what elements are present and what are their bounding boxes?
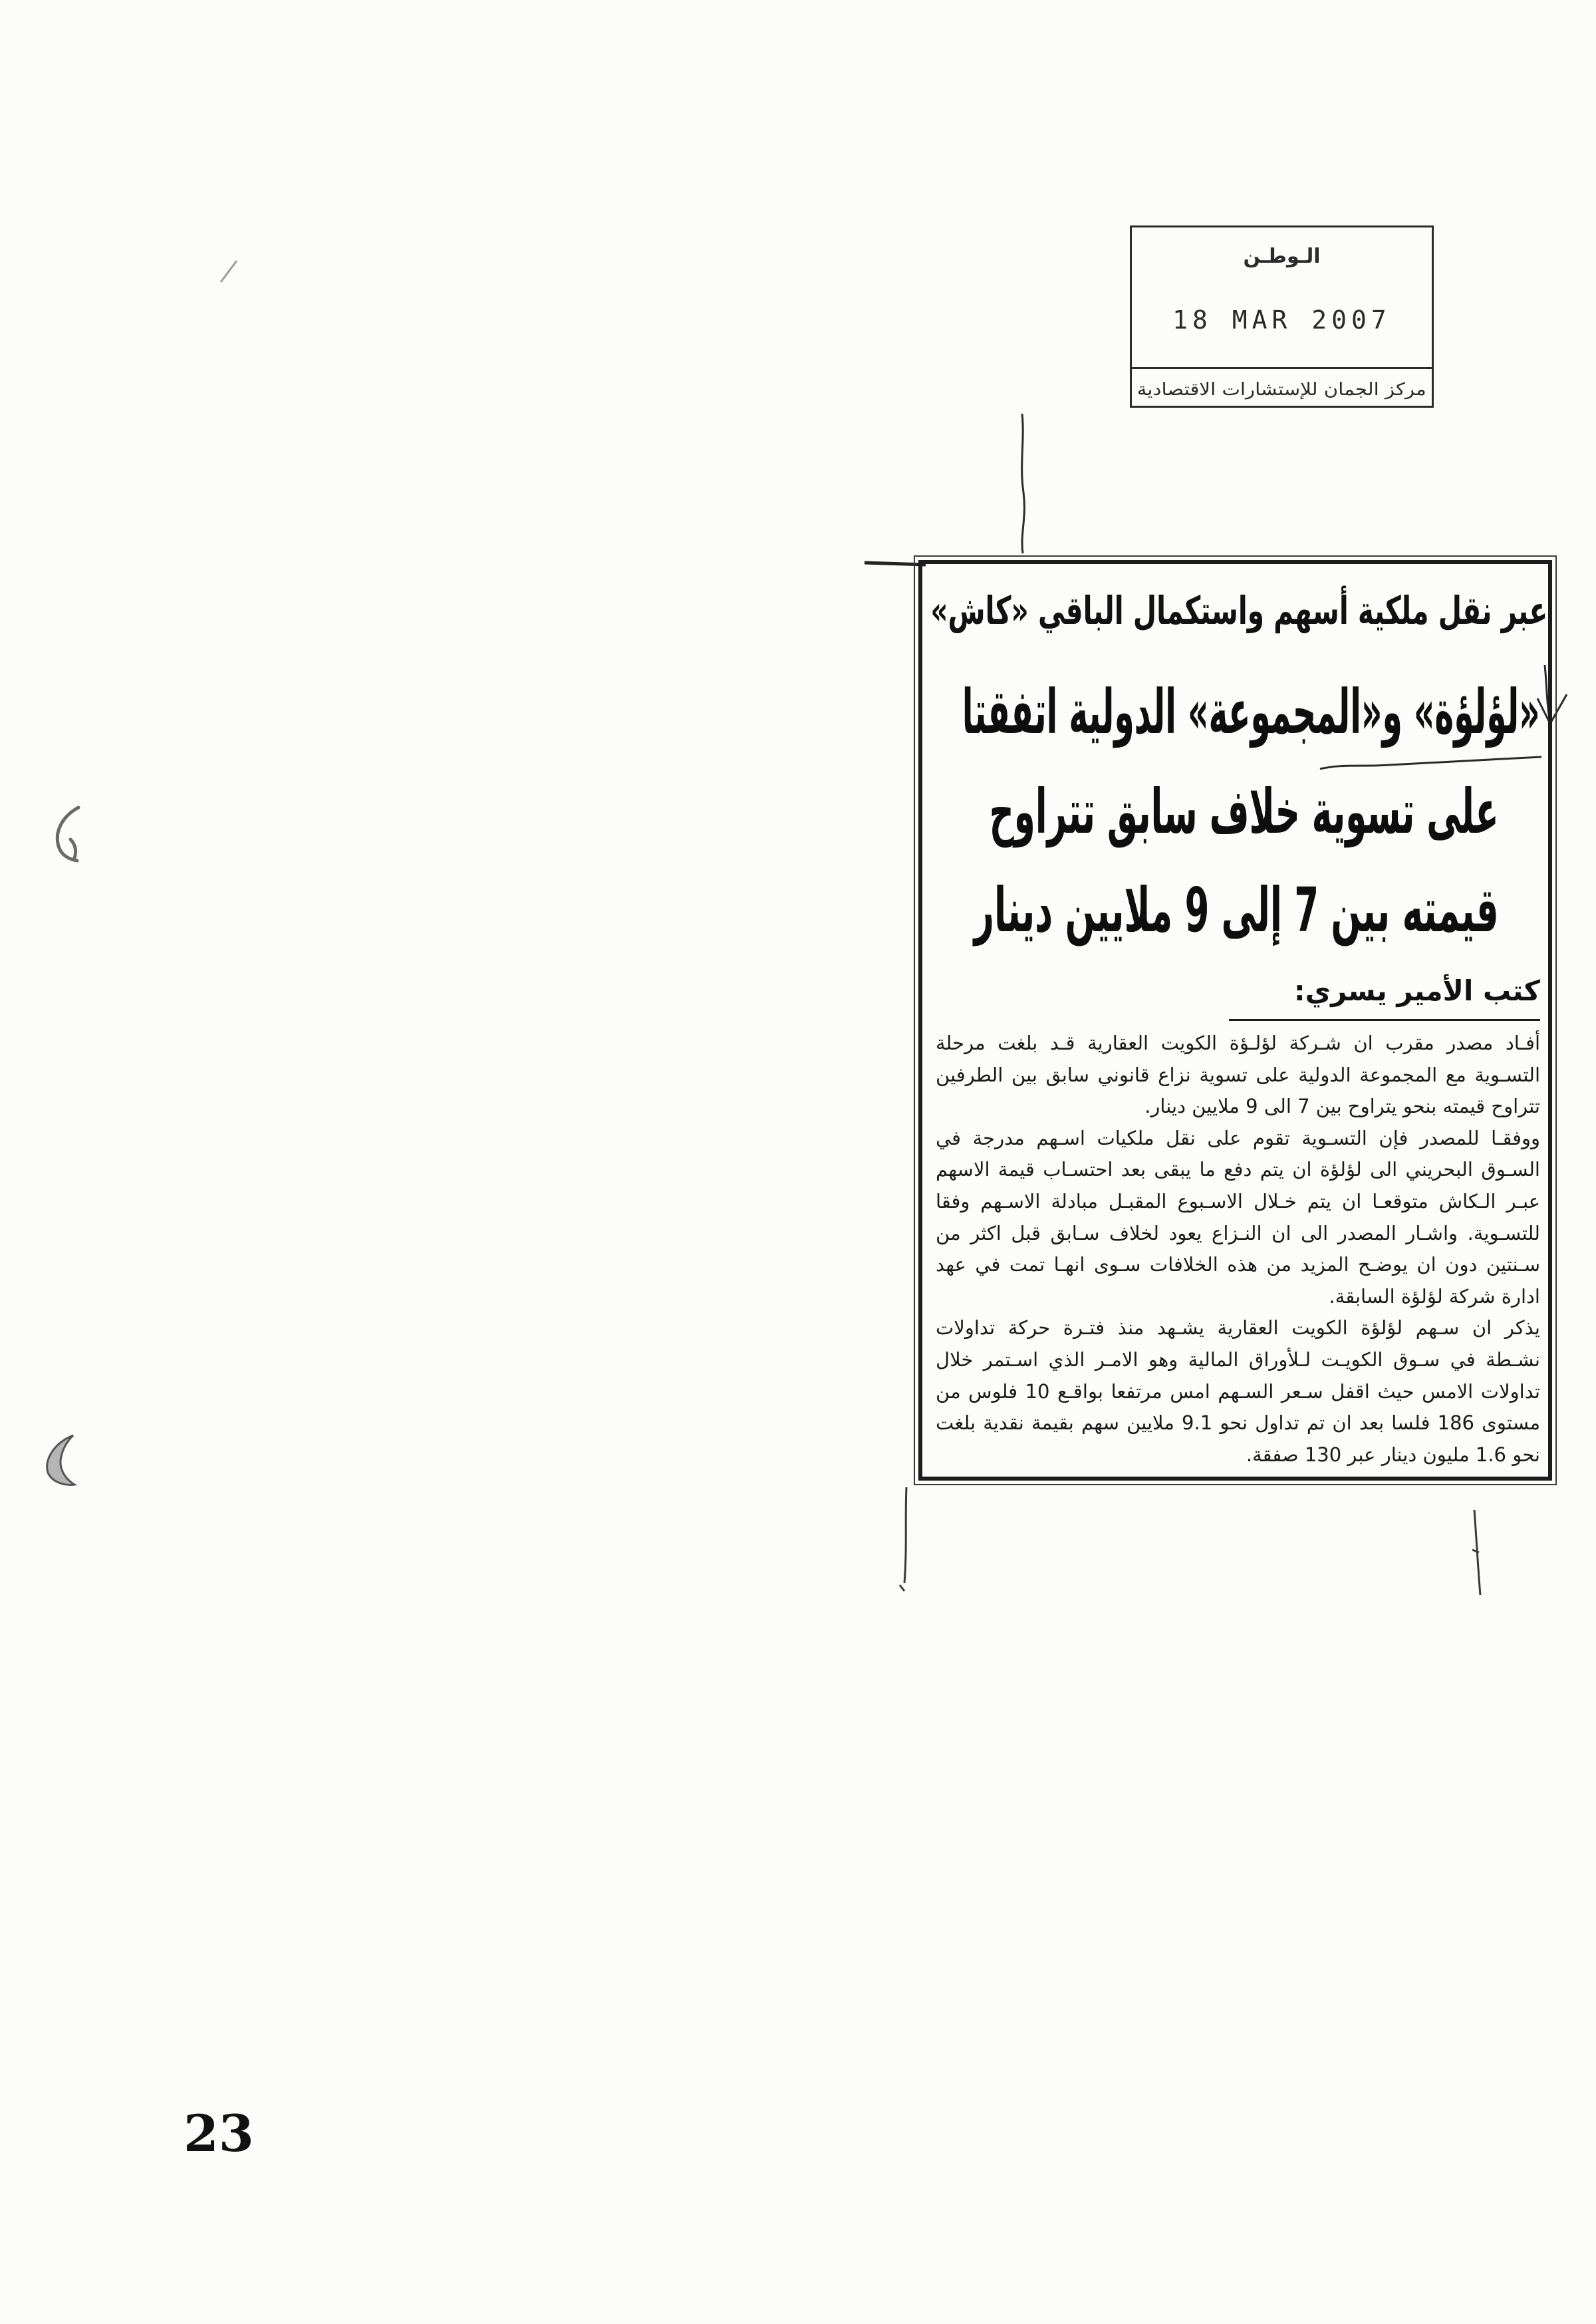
body-line-14 [936,1439,1540,1471]
body-line-text: ووفقـا للمصدر فإن التسـوية تقوم على نقل ملكيات اسـهم مدرجة في [936,1126,1540,1149]
body-line-text: يذكر ان سـهم لؤلؤة الكويت العقارية يشـهد منذ فتـرة حركة تداولات [936,1316,1540,1340]
body-line-text: السـوق البحريني الى لؤلؤة ان يتم دفع ما يبقى بعد احتسـاب قيمة الاسهم [936,1158,1540,1181]
body-line-text: مستوى 186 فلسا بعد ان تم تداول نحو 9.1 ملايين سهم بقيمة نقدية بلغت [936,1411,1540,1435]
body-line-7 [936,1218,1540,1250]
body-line-text: أفـاد مصدر مقرب ان شـركة لؤلـؤة الكويت العقارية قـد بلغت مرحلة [936,1032,1540,1054]
page-number: 23 [184,2104,254,2163]
body-line-text: نحو 1.6 مليون دينار عبر 130 صفقة. [1246,1443,1540,1466]
body-line-text: تتراوح قيمته بنحو يتراوح بين 7 الى 9 ملايين دينار. [1144,1095,1540,1118]
punch-hole-top [57,807,78,861]
body-line-text: تداولات الامس حيث اقفل سـعر السـهم امس مرتفعا بواقـع 10 فلوس من [936,1380,1540,1403]
stamp-newspaper-name: الـوطـن [1243,245,1321,268]
body-line-6 [936,1186,1540,1218]
headline-line-2-box [990,773,1499,851]
body-line-text: التسـوية مع المجموعة الدولية على تسوية نزاع قانوني سابق بين الطرفين [936,1063,1540,1086]
pencil-mark [221,261,237,282]
headline-line-1: «لؤلؤة» و«المجموعة» الدولية اتفقتا [962,676,1540,748]
headline-line-3-box [974,871,1499,950]
article-body [936,1028,1540,1471]
body-line-4 [936,1123,1540,1155]
body-line-1 [936,1028,1540,1060]
stamp-divider [1132,367,1432,369]
stamp-connector-line [1022,414,1025,553]
body-line-9 [936,1281,1540,1313]
body-line-12 [936,1376,1540,1408]
headline-line-3: قيمته بين 7 إلى 9 ملايين دينار [974,875,1499,946]
punch-hole-bottom [47,1435,74,1485]
body-line-13 [936,1407,1540,1439]
stamp-center-name: مركز الجمان للإستشارات الاقتصادية [1137,380,1426,400]
body-line-text: سـنتين دون ان يوضـح المزيد من هذه الخلافات سـوى انهـا تمت في عهد [936,1253,1540,1276]
body-line-3 [936,1091,1540,1123]
body-line-10 [936,1312,1540,1344]
headline-line-2: على تسوية خلاف سابق تتراوح [990,776,1499,847]
headline-line-1-box [962,673,1540,752]
body-line-11 [936,1344,1540,1376]
byline-box [1208,972,1540,1010]
body-line-5 [936,1154,1540,1186]
stamp-center-box [1137,376,1426,403]
body-line-text: للتسـوية. واشـار المصدر الى ان النـزاع يعود لخلاف سـابق قبل اكثر من [936,1221,1540,1244]
article-kicker: عبر نقل ملكية أسهم واستكمال الباقي «كاش» [930,588,1547,633]
pin-mark-left [900,1487,906,1591]
body-line-2 [936,1060,1540,1091]
body-line-8 [936,1249,1540,1281]
article-kicker-box [930,584,1547,637]
stamp-date: 18 MAR 2007 [1172,305,1391,335]
marker-line [864,563,926,565]
pin-mark-right [1472,1510,1480,1595]
body-line-text: عبـر الـكاش متوقعـا ان يتم خـلال الاسـبوع المقبـل مبادلة الاسـهم وفقا [936,1189,1540,1213]
byline: كتب الأمير يسري: [1293,974,1540,1007]
body-line-text: ادارة شركة لؤلؤة السابقة. [1329,1284,1540,1308]
byline-rule [1229,1019,1540,1021]
body-line-text: نشـطة في سـوق الكويـت لـلأوراق المالية وهو الامـر الذي اسـتمر خلال [936,1348,1540,1371]
newspaper-clipping [918,560,1552,1481]
archive-stamp [1130,225,1434,408]
